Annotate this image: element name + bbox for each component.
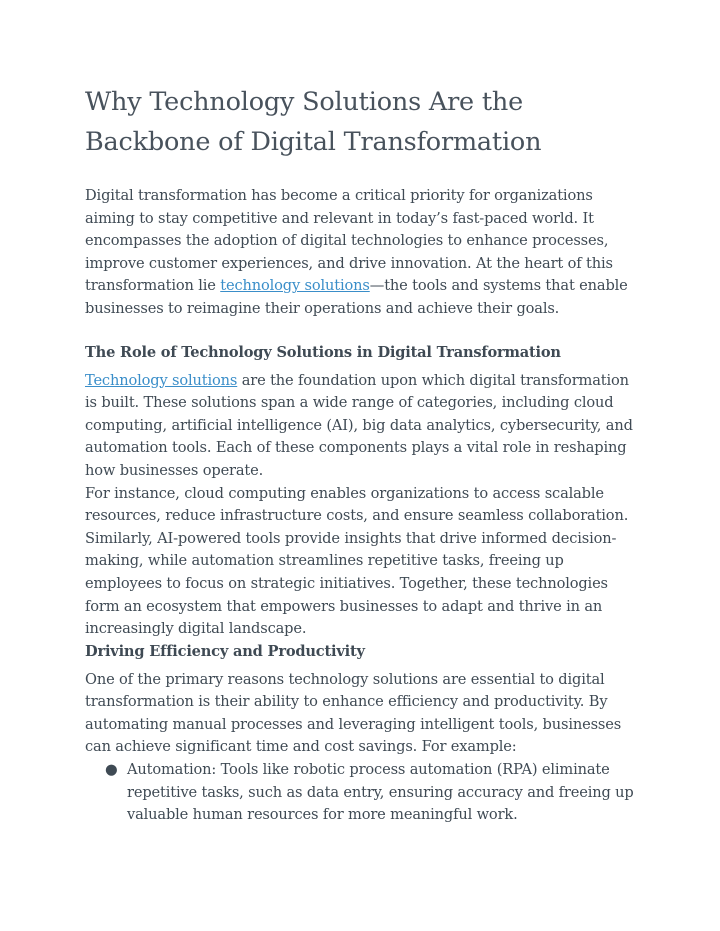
efficiency-paragraph: One of the primary reasons technology solutions are essential to digital transformation is their ability to enhance efficiency and productivity. By automating manual processes and leveraging intelligent tools, businesses can achieve significant time and cost savings. For example: (85, 670, 622, 756)
bullet-dot-icon: ● (105, 761, 118, 779)
intro-text-after-link: —the tools and systems that enable businesses to reimagine their operations and achieve their goals. (85, 277, 628, 317)
intro-paragraph (85, 185, 641, 321)
technology-solutions-link[interactable]: technology solutions (220, 277, 370, 295)
section-heading-efficiency: Driving Efficiency and Productivity (85, 642, 365, 660)
efficiency-bullet-list (85, 759, 641, 827)
bullet-item-text: Automation: Tools like robotic process automation (RPA) eliminate repetitive tasks, such as data entry, ensuring accuracy and freeing up valuable human resources for more meaningful work. (127, 761, 634, 824)
role-paragraph-1-text: are the foundation upon which digital transformation is built. These solutions span a wide range of categories, including cloud computing, artificial intelligence (AI), big data analytics, cybersecurity, and automation tools. Each of these components plays a vital role in reshaping how businesses operate. (85, 371, 633, 479)
document-page (85, 82, 641, 827)
section-heading-role: The Role of Technology Solutions in Digital Transformation (85, 343, 561, 361)
page-title: Why Technology Solutions Are the Backbone of Digital Transformation (85, 87, 542, 157)
technology-solutions-link-2[interactable]: Technology solutions (85, 371, 238, 389)
bullet-item-automation (85, 759, 641, 827)
role-paragraph-1 (85, 370, 641, 483)
intro-text-before-link: Digital transformation has become a critical priority for organizations aiming to stay competitive and relevant in today’s fast-paced world. It encompasses the adoption of digital technologies to enhance processes, improve customer experiences, and drive innovation. At the heart of this transformation lie (85, 187, 613, 295)
role-paragraph-2: For instance, cloud computing enables organizations to access scalable resources, reduce infrastructure costs, and ensure seamless collaboration. Similarly, AI-powered tools provide insights that drive informed decision-making, while automation streamlines repetitive tasks, freeing up employees to focus on strategic initiatives. Together, these technologies form an ecosystem that empowers businesses to adapt and thrive in an increasingly digital landscape. (85, 484, 629, 638)
